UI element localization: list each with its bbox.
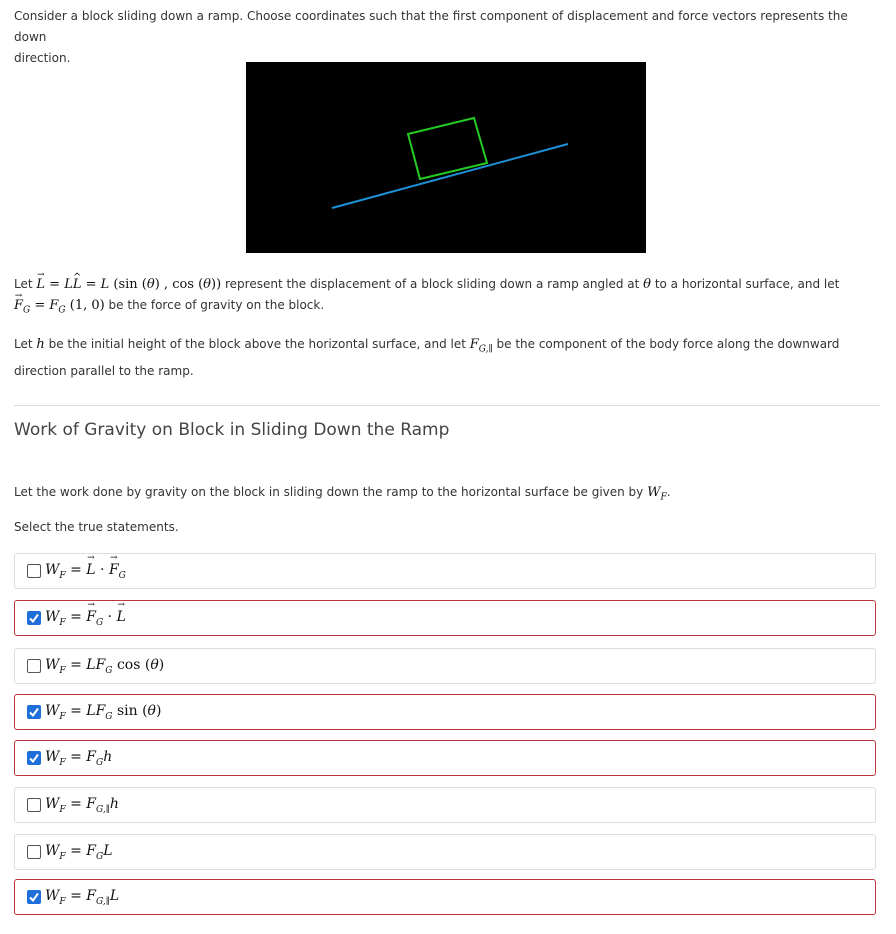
intro-line-1: Consider a block sliding down a ramp. Choose coordinates such that the first component of displacement and force vectors represents the down bbox=[14, 9, 848, 44]
option-3-label: $W_F = LF_G$ cos (θ) bbox=[45, 656, 165, 676]
ramp-line bbox=[332, 144, 568, 208]
section-title: Work of Gravity on Block in Sliding Down the Ramp bbox=[14, 420, 450, 440]
definition-paragraph-1: Let → L = L^ L = L (sin (θ) , cos (θ)) represent the displacement of a block sliding down a ramp angled at θ to a horizontal surface, and let → $F_G = F_G$ (1, 0) be the force of gravity on the block. bbox=[14, 274, 882, 322]
option-4[interactable] bbox=[14, 694, 876, 730]
checkbox-6[interactable] bbox=[27, 798, 41, 812]
option-6[interactable] bbox=[14, 787, 876, 823]
instruction-text: Select the true statements. bbox=[14, 520, 179, 534]
checkbox-8[interactable] bbox=[27, 890, 41, 904]
checkmark-icon bbox=[28, 891, 40, 903]
option-5-label: $W_F = F_Gh$ bbox=[45, 748, 113, 768]
intro-text bbox=[14, 6, 882, 69]
option-8[interactable] bbox=[14, 879, 876, 915]
option-8-label: $W_F = F_{G,\parallel}L$ bbox=[45, 887, 120, 907]
ramp-figure bbox=[246, 62, 646, 253]
checkmark-icon bbox=[28, 706, 40, 718]
option-7[interactable] bbox=[14, 834, 876, 870]
option-6-label: $W_F = F_{G,\parallel}h$ bbox=[45, 795, 119, 815]
option-1-label: $W_F$ = → L · → $F_G$ bbox=[45, 562, 126, 581]
option-7-label: $W_F = F_GL$ bbox=[45, 842, 113, 862]
definition-paragraph-2: Let h be the initial height of the block above the horizontal surface, and let $F_{G,\parallel}$ be the component of the body force along the downward direction parallel to the ramp. bbox=[14, 337, 840, 378]
option-4-label: $W_F = LF_G$ sin (θ) bbox=[45, 702, 162, 722]
checkbox-4[interactable] bbox=[27, 705, 41, 719]
checkmark-icon bbox=[28, 752, 40, 764]
section-divider bbox=[14, 405, 880, 406]
work-definition: Let the work done by gravity on the block in sliding down the ramp to the horizontal surface be given by $W_F$. bbox=[14, 485, 671, 503]
ramp-diagram bbox=[246, 62, 646, 253]
checkbox-7[interactable] bbox=[27, 845, 41, 859]
option-1[interactable] bbox=[14, 553, 876, 589]
checkbox-1[interactable] bbox=[27, 564, 41, 578]
intro-line-2: direction. bbox=[14, 51, 71, 65]
checkbox-2[interactable] bbox=[27, 611, 41, 625]
option-3[interactable] bbox=[14, 648, 876, 684]
checkbox-3[interactable] bbox=[27, 659, 41, 673]
option-2-label: $W_F$ = → $F_G$ · → L bbox=[45, 609, 126, 628]
checkmark-icon bbox=[28, 612, 40, 624]
checkbox-5[interactable] bbox=[27, 751, 41, 765]
option-5[interactable] bbox=[14, 740, 876, 776]
option-2[interactable] bbox=[14, 600, 876, 636]
